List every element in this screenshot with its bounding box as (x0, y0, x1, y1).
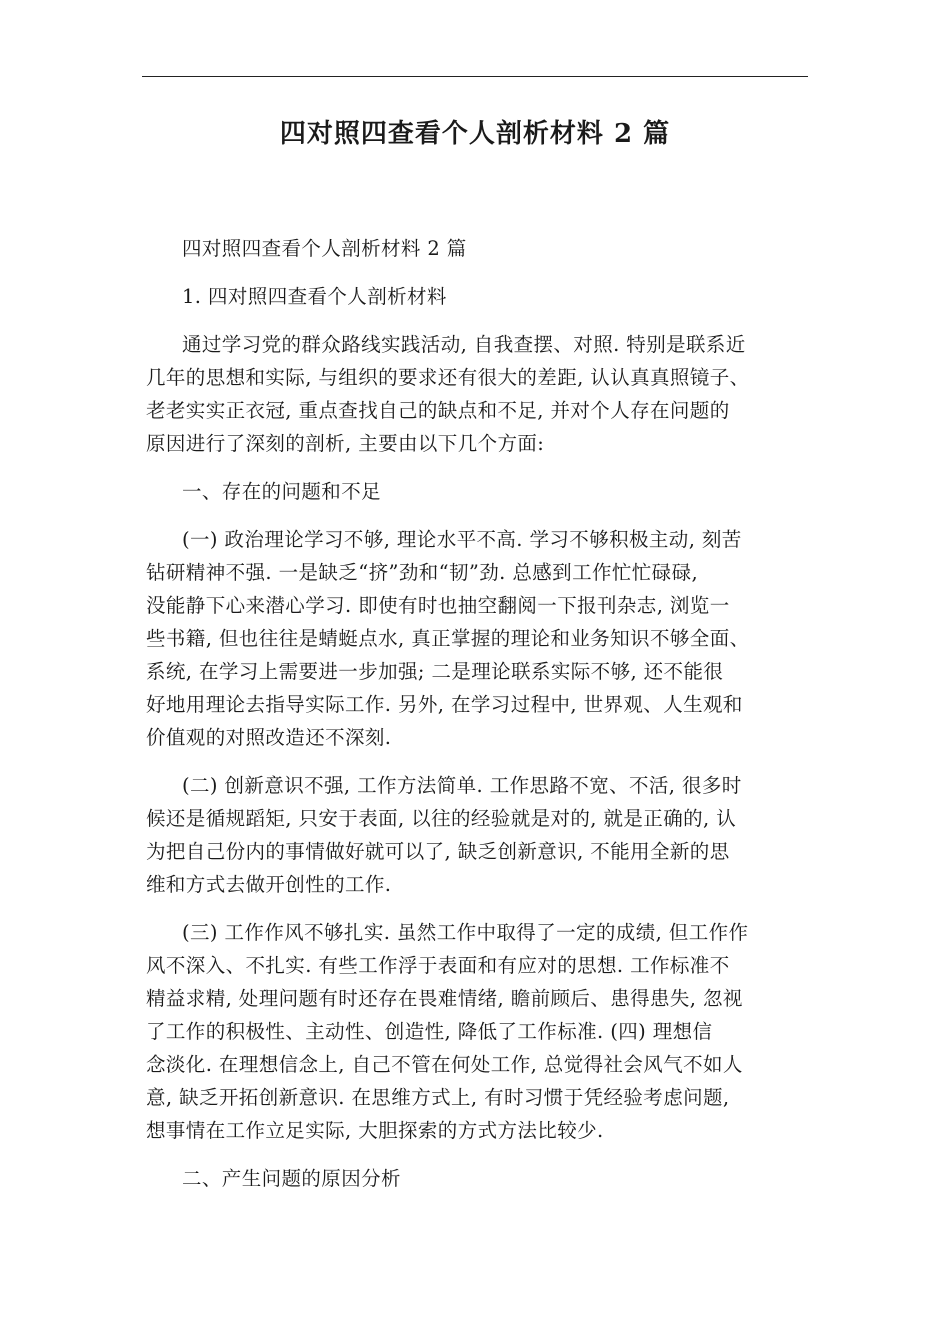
text-line: 了工作的积极性、主动性、创造性, 降低了工作标准. (四) 理想信 (146, 1020, 713, 1043)
text-line: 价值观的对照改造还不深刻. (146, 726, 392, 749)
paragraph-heading-causes (146, 1162, 810, 1195)
text-line: 系统, 在学习上需要进一步加强; 二是理论联系实际不够, 还不能很 (146, 660, 724, 683)
text-line: 没能静下心来潜心学习. 即使有时也抽空翻阅一下报刊杂志, 浏览一 (146, 594, 730, 617)
paragraph-subtitle (146, 232, 810, 265)
text-line: 念淡化. 在理想信念上, 自己不管在何处工作, 总觉得社会风气不如人 (146, 1053, 743, 1076)
paragraph-item-2 (146, 769, 810, 901)
text-line: 想事情在工作立足实际, 大胆探索的方式方法比较少. (146, 1119, 604, 1142)
text-line: (三) 工作作风不够扎实. 虽然工作中取得了一定的成绩, 但工作作 (182, 921, 749, 944)
text-line: 二、产生问题的原因分析 (182, 1167, 401, 1190)
text-line: 精益求精, 处理问题有时还存在畏难情绪, 瞻前顾后、患得患失, 忽视 (146, 987, 743, 1010)
paragraph-item-3 (146, 916, 810, 1147)
text-line: (二) 创新意识不强, 工作方法简单. 工作思路不宽、不活, 很多时 (182, 774, 742, 797)
header-rule (142, 76, 808, 77)
text-line: 1. 四对照四查看个人剖析材料 (182, 285, 447, 308)
text-line: 候还是循规蹈矩, 只安于表面, 以往的经验就是对的, 就是正确的, 认 (146, 807, 737, 830)
text-line: 一、存在的问题和不足 (182, 480, 382, 503)
document-body (146, 232, 810, 1195)
text-line: 几年的思想和实际, 与组织的要求还有很大的差距, 认认真真照镜子、 (146, 366, 750, 389)
text-line: 为把自己份内的事情做好就可以了, 缺乏创新意识, 不能用全新的思 (146, 840, 730, 863)
paragraph-heading-problems (146, 475, 810, 508)
text-line: 些书籍, 但也往往是蜻蜓点水, 真正掌握的理论和业务知识不够全面、 (146, 627, 750, 650)
paragraph-intro (146, 328, 810, 460)
text-line: 意, 缺乏开拓创新意识. 在思维方式上, 有时习惯于凭经验考虑问题, (146, 1086, 730, 1109)
paragraph-section-1 (146, 280, 810, 313)
paragraph-item-1 (146, 523, 810, 754)
text-line: 原因进行了深刻的剖析, 主要由以下几个方面: (146, 432, 545, 455)
text-line: 风不深入、不扎实. 有些工作浮于表面和有应对的思想. 工作标准不 (146, 954, 730, 977)
text-line: 钻研精神不强. 一是缺乏“挤”劲和“韧”劲. 总感到工作忙忙碌碌, (146, 561, 699, 584)
text-line: (一) 政治理论学习不够, 理论水平不高. 学习不够积极主动, 刻苦 (182, 528, 742, 551)
text-line: 通过学习党的群众路线实践活动, 自我查摆、对照. 特别是联系近 (182, 333, 746, 356)
text-line: 四对照四查看个人剖析材料 2 篇 (182, 237, 467, 260)
text-line: 好地用理论去指导实际工作. 另外, 在学习过程中, 世界观、人生观和 (146, 693, 743, 716)
document-title: 四对照四查看个人剖析材料 2 篇 (279, 119, 671, 149)
text-line: 维和方式去做开创性的工作. (146, 873, 392, 896)
text-line: 老老实实正衣冠, 重点查找自己的缺点和不足, 并对个人存在问题的 (146, 399, 730, 422)
